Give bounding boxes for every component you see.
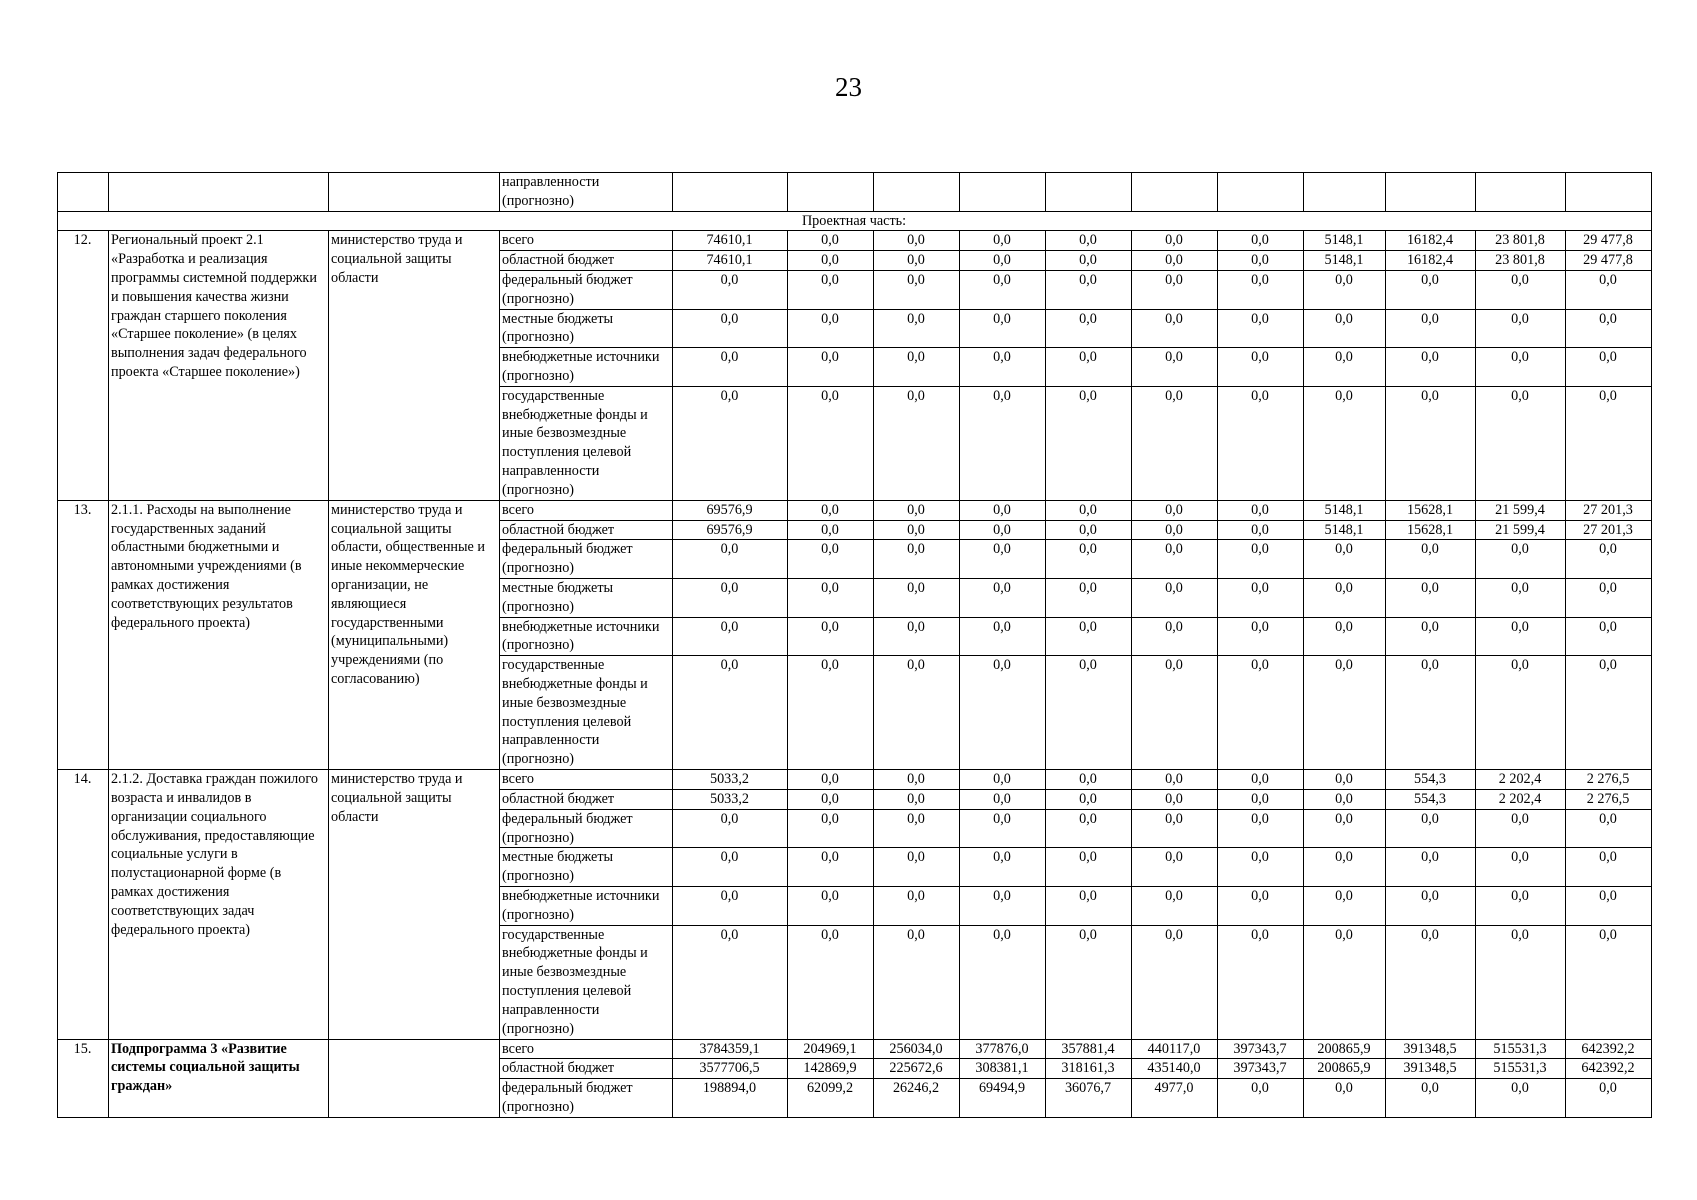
value-cell: 0,0 [874,520,960,540]
value-cell: 0,0 [1566,540,1652,579]
value-cell: 0,0 [1304,578,1386,617]
row-number: 13. [58,500,109,769]
funding-source: федеральный бюджет (прогнозно) [500,270,673,309]
value-cell: 0,0 [1386,848,1476,887]
value-cell: 0,0 [1386,386,1476,500]
value-cell: 16182,4 [1386,251,1476,271]
value-cell: 0,0 [1304,617,1386,656]
table-body [58,173,1652,1118]
value-cell: 0,0 [1132,540,1218,579]
value-cell: 0,0 [874,231,960,251]
value-cell: 0,0 [960,656,1046,770]
value-cell: 377876,0 [960,1039,1046,1059]
value-cell: 0,0 [1566,656,1652,770]
value-cell: 0,0 [1132,925,1218,1039]
value-cell: 2 202,4 [1476,770,1566,790]
value-cell: 0,0 [1218,656,1304,770]
funding-source: всего [500,231,673,251]
value-cell [788,173,874,212]
value-cell: 0,0 [1132,251,1218,271]
value-cell: 5033,2 [673,770,788,790]
value-cell: 2 276,5 [1566,789,1652,809]
value-cell: 0,0 [1304,309,1386,348]
value-cell: 0,0 [1218,1079,1304,1118]
funding-source: внебюджетные источники (прогнозно) [500,617,673,656]
value-cell: 200865,9 [1304,1059,1386,1079]
funding-source: областной бюджет [500,251,673,271]
value-cell: 0,0 [1566,309,1652,348]
value-cell: 554,3 [1386,770,1476,790]
row-number: 12. [58,231,109,500]
value-cell: 0,0 [874,789,960,809]
value-cell: 36076,7 [1046,1079,1132,1118]
value-cell [673,173,788,212]
value-cell: 0,0 [1476,1079,1566,1118]
funding-source: всего [500,1039,673,1059]
value-cell: 0,0 [1132,809,1218,848]
value-cell: 0,0 [960,348,1046,387]
value-cell: 397343,7 [1218,1039,1304,1059]
value-cell: 5033,2 [673,789,788,809]
value-cell: 0,0 [960,617,1046,656]
value-cell: 16182,4 [1386,231,1476,251]
value-cell: 142869,9 [788,1059,874,1079]
value-cell: 308381,1 [960,1059,1046,1079]
value-cell: 0,0 [788,231,874,251]
value-cell: 0,0 [788,886,874,925]
value-cell: 198894,0 [673,1079,788,1118]
value-cell: 0,0 [788,270,874,309]
value-cell: 0,0 [1386,540,1476,579]
value-cell: 0,0 [788,500,874,520]
value-cell: 0,0 [874,578,960,617]
value-cell: 0,0 [960,520,1046,540]
value-cell: 0,0 [1218,809,1304,848]
funding-source: всего [500,500,673,520]
funding-source: областной бюджет [500,789,673,809]
funding-source: областной бюджет [500,520,673,540]
value-cell: 0,0 [1304,925,1386,1039]
value-cell: 0,0 [1046,925,1132,1039]
funding-source: местные бюджеты (прогнозно) [500,848,673,887]
value-cell: 0,0 [1218,251,1304,271]
value-cell: 0,0 [1566,617,1652,656]
value-cell: 5148,1 [1304,500,1386,520]
funding-source: федеральный бюджет (прогнозно) [500,540,673,579]
value-cell: 0,0 [788,809,874,848]
value-cell: 0,0 [960,886,1046,925]
value-cell: 0,0 [1476,270,1566,309]
value-cell: 0,0 [1132,500,1218,520]
value-cell: 0,0 [960,251,1046,271]
value-cell: 0,0 [788,925,874,1039]
value-cell: 21 599,4 [1476,500,1566,520]
value-cell: 0,0 [673,656,788,770]
value-cell [874,173,960,212]
value-cell: 391348,5 [1386,1039,1476,1059]
value-cell: 0,0 [874,348,960,387]
value-cell: 0,0 [1476,886,1566,925]
value-cell: 0,0 [788,348,874,387]
value-cell: 0,0 [1386,886,1476,925]
value-cell: 204969,1 [788,1039,874,1059]
value-cell: 391348,5 [1386,1059,1476,1079]
value-cell: 29 477,8 [1566,231,1652,251]
value-cell: 0,0 [874,540,960,579]
value-cell: 69576,9 [673,520,788,540]
value-cell: 0,0 [1566,348,1652,387]
value-cell: 0,0 [1476,540,1566,579]
value-cell: 0,0 [1566,809,1652,848]
value-cell: 0,0 [788,540,874,579]
value-cell: 0,0 [1218,540,1304,579]
value-cell: 0,0 [874,386,960,500]
value-cell: 0,0 [960,848,1046,887]
value-cell: 0,0 [1386,270,1476,309]
value-cell: 0,0 [960,309,1046,348]
value-cell: 3784359,1 [673,1039,788,1059]
value-cell: 440117,0 [1132,1039,1218,1059]
value-cell: 0,0 [1046,309,1132,348]
value-cell: 0,0 [1386,348,1476,387]
value-cell [1476,173,1566,212]
value-cell: 29 477,8 [1566,251,1652,271]
value-cell: 0,0 [874,809,960,848]
value-cell: 2 276,5 [1566,770,1652,790]
value-cell: 27 201,3 [1566,520,1652,540]
funding-source: местные бюджеты (прогнозно) [500,309,673,348]
value-cell: 0,0 [1304,270,1386,309]
value-cell: 0,0 [1476,309,1566,348]
value-cell: 0,0 [1132,309,1218,348]
value-cell: 0,0 [1386,578,1476,617]
value-cell: 15628,1 [1386,500,1476,520]
value-cell: 23 801,8 [1476,251,1566,271]
value-cell: 0,0 [1046,656,1132,770]
value-cell: 0,0 [1476,348,1566,387]
funding-source: всего [500,770,673,790]
value-cell: 0,0 [874,500,960,520]
value-cell: 0,0 [1132,656,1218,770]
measure-name: 2.1.1. Расходы на выполнение государственных заданий областными бюджетными и автономными учреждениями (в рамках достижения соответствующих результатов федерального проекта) [109,500,329,769]
value-cell: 0,0 [1046,848,1132,887]
value-cell: 0,0 [1132,386,1218,500]
value-cell: 0,0 [1218,617,1304,656]
value-cell: 435140,0 [1132,1059,1218,1079]
value-cell: 0,0 [1046,386,1132,500]
value-cell: 62099,2 [788,1079,874,1118]
value-cell: 0,0 [788,386,874,500]
value-cell: 0,0 [788,520,874,540]
value-cell: 0,0 [1218,770,1304,790]
value-cell: 0,0 [1566,270,1652,309]
value-cell: 0,0 [874,656,960,770]
value-cell: 5148,1 [1304,251,1386,271]
value-cell: 0,0 [1132,348,1218,387]
value-cell: 0,0 [960,386,1046,500]
value-cell: 0,0 [1476,617,1566,656]
value-cell: 0,0 [788,848,874,887]
value-cell: 642392,2 [1566,1039,1652,1059]
value-cell: 0,0 [1218,848,1304,887]
value-cell: 0,0 [960,270,1046,309]
value-cell: 0,0 [1132,770,1218,790]
funding-source: государственные внебюджетные фонды и иные безвозмездные поступления целевой направленности (прогнозно) [500,656,673,770]
value-cell: 0,0 [1476,925,1566,1039]
value-cell: 0,0 [874,270,960,309]
value-cell [960,173,1046,212]
value-cell: 0,0 [1566,386,1652,500]
funding-source: областной бюджет [500,1059,673,1079]
funding-source: государственные внебюджетные фонды и иные безвозмездные поступления целевой направленности (прогнозно) [500,386,673,500]
value-cell: 0,0 [788,770,874,790]
value-cell: 0,0 [673,848,788,887]
table-row [58,500,1652,520]
value-cell: 74610,1 [673,231,788,251]
value-cell: 0,0 [960,231,1046,251]
executor: министерство труда и социальной защиты области, общественные и иные некоммерческие организации, не являющиеся государственными (муниципальными) учреждениями (по согласованию) [329,500,500,769]
funding-source-cell: направленности (прогнозно) [500,173,673,212]
value-cell [1566,173,1652,212]
value-cell: 0,0 [1046,251,1132,271]
value-cell: 0,0 [874,251,960,271]
value-cell: 0,0 [1304,886,1386,925]
value-cell: 0,0 [1218,386,1304,500]
value-cell: 0,0 [960,540,1046,579]
value-cell: 0,0 [1218,789,1304,809]
value-cell: 0,0 [1046,500,1132,520]
value-cell: 5148,1 [1304,520,1386,540]
value-cell: 0,0 [1566,578,1652,617]
value-cell [1046,173,1132,212]
value-cell: 0,0 [1304,789,1386,809]
table-row [58,1039,1652,1059]
value-cell: 0,0 [1218,348,1304,387]
value-cell: 0,0 [1218,520,1304,540]
value-cell: 0,0 [1046,520,1132,540]
value-cell: 26246,2 [874,1079,960,1118]
value-cell: 0,0 [1218,500,1304,520]
value-cell: 0,0 [874,309,960,348]
value-cell: 0,0 [1046,789,1132,809]
value-cell: 0,0 [1046,578,1132,617]
value-cell: 4977,0 [1132,1079,1218,1118]
section-label: Проектная часть: [58,211,1652,231]
value-cell: 0,0 [1476,809,1566,848]
measure-name: Региональный проект 2.1 «Разработка и реализация программы системной поддержки и повышения качества жизни граждан старшего поколения «Старшее поколение» (в целях выполнения задач федерального проекта «Старшее поколение») [109,231,329,500]
value-cell: 0,0 [1566,1079,1652,1118]
value-cell: 0,0 [1566,886,1652,925]
value-cell: 0,0 [1132,886,1218,925]
value-cell: 0,0 [1566,925,1652,1039]
value-cell: 0,0 [1476,578,1566,617]
value-cell: 0,0 [1132,231,1218,251]
value-cell: 0,0 [788,578,874,617]
value-cell: 74610,1 [673,251,788,271]
value-cell [1304,173,1386,212]
value-cell: 21 599,4 [1476,520,1566,540]
table-row [58,231,1652,251]
measure-name-cell [109,173,329,212]
value-cell: 0,0 [1476,656,1566,770]
value-cell: 0,0 [1386,1079,1476,1118]
value-cell: 515531,3 [1476,1059,1566,1079]
value-cell: 0,0 [1386,617,1476,656]
value-cell: 0,0 [673,578,788,617]
value-cell: 5148,1 [1304,231,1386,251]
value-cell: 256034,0 [874,1039,960,1059]
value-cell: 0,0 [1304,656,1386,770]
value-cell: 0,0 [788,309,874,348]
value-cell: 0,0 [1386,656,1476,770]
value-cell: 0,0 [788,789,874,809]
value-cell: 0,0 [874,617,960,656]
value-cell: 515531,3 [1476,1039,1566,1059]
value-cell: 0,0 [1304,348,1386,387]
value-cell: 0,0 [960,925,1046,1039]
measure-name: 2.1.2. Доставка граждан пожилого возраста и инвалидов в организации социального обслуживания, предоставляющие социальные услуги в полустационарной форме (в рамках достижения соответствующих задач федерального проекта) [109,770,329,1039]
value-cell: 0,0 [788,251,874,271]
value-cell: 0,0 [960,770,1046,790]
value-cell: 0,0 [1046,270,1132,309]
value-cell: 0,0 [1566,848,1652,887]
value-cell: 0,0 [673,309,788,348]
value-cell: 0,0 [1046,540,1132,579]
value-cell: 0,0 [673,540,788,579]
value-cell: 0,0 [960,500,1046,520]
funding-source: внебюджетные источники (прогнозно) [500,886,673,925]
value-cell: 0,0 [673,270,788,309]
value-cell: 642392,2 [1566,1059,1652,1079]
value-cell: 0,0 [960,578,1046,617]
section-row [58,211,1652,231]
value-cell: 0,0 [1132,578,1218,617]
value-cell: 0,0 [960,809,1046,848]
executor: министерство труда и социальной защиты области [329,770,500,1039]
value-cell: 0,0 [788,656,874,770]
value-cell: 318161,3 [1046,1059,1132,1079]
table-row [58,770,1652,790]
value-cell [1386,173,1476,212]
value-cell: 3577706,5 [673,1059,788,1079]
value-cell: 225672,6 [874,1059,960,1079]
value-cell: 397343,7 [1218,1059,1304,1079]
measure-name: Подпрограмма 3 «Развитие системы социальной защиты граждан» [109,1039,329,1117]
table-row [58,173,1652,212]
executor-cell [329,173,500,212]
row-number: 14. [58,770,109,1039]
value-cell [1218,173,1304,212]
value-cell: 0,0 [788,617,874,656]
value-cell: 69576,9 [673,500,788,520]
executor [329,1039,500,1117]
value-cell: 0,0 [673,348,788,387]
value-cell: 357881,4 [1046,1039,1132,1059]
executor: министерство труда и социальной защиты области [329,231,500,500]
value-cell: 0,0 [1386,809,1476,848]
value-cell: 0,0 [1218,270,1304,309]
value-cell: 0,0 [1386,925,1476,1039]
value-cell: 554,3 [1386,789,1476,809]
value-cell: 0,0 [1132,520,1218,540]
value-cell: 0,0 [1132,617,1218,656]
value-cell: 0,0 [1304,1079,1386,1118]
value-cell [1132,173,1218,212]
value-cell: 0,0 [1218,231,1304,251]
value-cell: 2 202,4 [1476,789,1566,809]
value-cell: 0,0 [874,886,960,925]
value-cell: 0,0 [1218,578,1304,617]
value-cell: 0,0 [1046,617,1132,656]
value-cell: 0,0 [1476,848,1566,887]
value-cell: 0,0 [673,617,788,656]
value-cell: 0,0 [1132,270,1218,309]
value-cell: 0,0 [1132,848,1218,887]
value-cell: 0,0 [874,925,960,1039]
value-cell: 0,0 [1132,789,1218,809]
funding-source: федеральный бюджет (прогнозно) [500,1079,673,1118]
value-cell: 0,0 [1304,386,1386,500]
value-cell: 0,0 [874,770,960,790]
row-number: 15. [58,1039,109,1117]
value-cell: 0,0 [1046,886,1132,925]
value-cell: 0,0 [1218,886,1304,925]
value-cell: 15628,1 [1386,520,1476,540]
budget-table [57,172,1652,1118]
row-number-cell [58,173,109,212]
value-cell: 0,0 [1046,348,1132,387]
value-cell: 0,0 [673,386,788,500]
value-cell: 0,0 [960,789,1046,809]
funding-source: государственные внебюджетные фонды и иные безвозмездные поступления целевой направленности (прогнозно) [500,925,673,1039]
value-cell: 0,0 [1046,770,1132,790]
value-cell: 0,0 [1218,925,1304,1039]
value-cell: 200865,9 [1304,1039,1386,1059]
value-cell: 27 201,3 [1566,500,1652,520]
value-cell: 0,0 [1046,809,1132,848]
value-cell: 0,0 [1304,848,1386,887]
value-cell: 0,0 [1046,231,1132,251]
value-cell: 0,0 [874,848,960,887]
value-cell: 0,0 [673,925,788,1039]
value-cell: 0,0 [1218,309,1304,348]
value-cell: 0,0 [1476,386,1566,500]
page-number: 23 [835,72,862,102]
value-cell: 69494,9 [960,1079,1046,1118]
funding-source: федеральный бюджет (прогнозно) [500,809,673,848]
value-cell: 0,0 [1386,309,1476,348]
value-cell: 0,0 [1304,540,1386,579]
value-cell: 0,0 [1304,809,1386,848]
value-cell: 0,0 [673,809,788,848]
funding-source: внебюджетные источники (прогнозно) [500,348,673,387]
value-cell: 23 801,8 [1476,231,1566,251]
value-cell: 0,0 [1304,770,1386,790]
value-cell: 0,0 [673,886,788,925]
funding-source: местные бюджеты (прогнозно) [500,578,673,617]
